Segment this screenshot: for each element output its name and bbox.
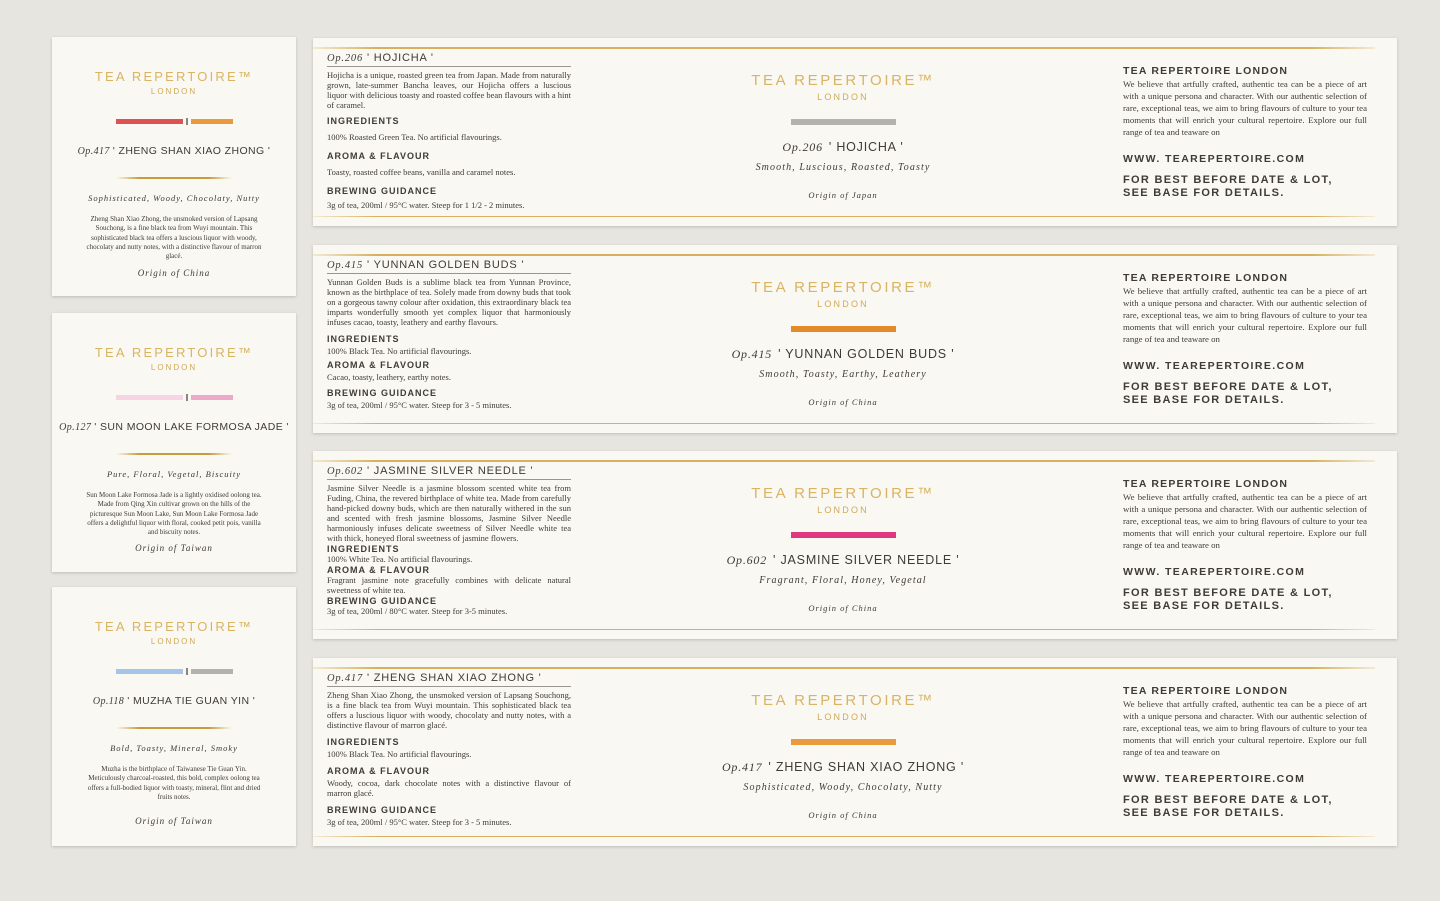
brewing-heading: BREWING GUIDANCE [327,596,437,606]
brand-city: LONDON [150,87,198,96]
opus-number: Op.206 [782,140,823,154]
gold-divider [116,727,232,729]
ingredients-heading: INGREDIENTS [327,116,400,126]
color-bar [191,119,233,124]
aroma-text: Fragrant jasmine note gracefully combines with delicate natural sweetness of white tea. [327,575,571,595]
brand-name: TEA REPERTOIRE™ [751,279,935,296]
opus-number: Op.417 [327,673,364,684]
tea-description: Sun Moon Lake Formosa Jade is a lightly oxidised oolong tea. Made from Qing Xin cultivar grown on the hills of the picturesque Sun Moon Lake, Sun Moon Lake Formosa Jade offers a delightful liquor with floral, cooked petit pois, vanilla and biscuity notes. [86,491,262,537]
best-before-note [1123,794,1367,820]
tea-title [327,52,571,67]
ingredients-heading: INGREDIENTS [327,737,400,747]
aroma-heading: AROMA & FLAVOUR [327,565,430,575]
tasting-notes: Bold, Toasty, Mineral, Smoky [110,743,238,753]
brand-name: TEA REPERTOIRE™ [751,692,935,709]
front-panel [693,692,993,820]
aroma-heading: AROMA & FLAVOUR [327,766,430,776]
tea-title [327,672,571,687]
brand-name: TEA REPERTOIRE™ [94,345,254,360]
square-label-sun-moon-lake [52,313,296,572]
ingredients-text: 100% Black Tea. No artificial flavourings. [327,346,472,356]
company-about: We believe that artfully crafted, authentic tea can be a piece of art with a unique persona and character. With our authentic selection of rare, exceptional teas, we aim to bring flavours of culture to your tea moments that will enrich your cultural repertoire. Explore our full range of tea and teaware on [1123,79,1367,137]
brand-name: TEA REPERTOIRE™ [751,485,935,502]
ingredients-text: 100% Roasted Green Tea. No artificial flavourings. [327,132,502,142]
tea-origin: Origin of China [137,268,211,279]
best-before-line-2: SEE BASE FOR DETAILS. [1123,394,1285,406]
tea-name-text: ' SUN MOON LAKE FORMOSA JADE ' [94,421,289,433]
tea-name [52,145,296,157]
square-label-zheng-shan [52,37,296,296]
brand-city: LONDON [817,505,869,515]
best-before-line-1: FOR BEST BEFORE DATE & LOT, [1123,587,1333,599]
color-bar [791,739,896,745]
tea-name-text: ' ZHENG SHAN XIAO ZHONG ' [112,145,271,157]
gold-rule-bottom [313,216,1375,218]
best-before-line-1: FOR BEST BEFORE DATE & LOT, [1123,794,1333,806]
tea-name [693,347,993,362]
brand-city: LONDON [817,299,869,309]
brand-city: LONDON [817,92,869,102]
bar-divider [186,668,188,675]
tea-description: Zheng Shan Xiao Zhong, the unsmoked version of Lapsang Souchong, is a fine black tea from Wuyi mountain. This sophisticated black tea offers a luscious liquor with woody, chocolaty and nutty notes, with a distinctive flavour of marron glacé. [86,215,262,261]
color-bar [116,669,183,674]
gold-rule-top [313,667,1375,669]
tea-origin: Origin of Taiwan [135,816,213,827]
aroma-text: Cacao, toasty, leathery, earthy notes. [327,372,451,382]
opus-number: Op.118 [92,696,125,707]
tea-name [52,421,296,433]
aroma-text: Toasty, roasted coffee beans, vanilla and caramel notes. [327,167,516,177]
bar-divider [186,118,188,125]
tasting-notes: Smooth, Luscious, Roasted, Toasty [755,162,931,173]
color-bars [52,668,296,675]
gold-rule-bottom [313,629,1375,631]
brewing-heading: BREWING GUIDANCE [327,805,437,815]
tea-name-text: ' HOJICHA ' [367,52,434,64]
company-panel [1123,65,1367,200]
website-link: WWW. TEAREPERTOIRE.COM [1123,153,1306,165]
tea-origin: Origin of China [808,603,878,613]
company-heading: TEA REPERTOIRE LONDON [1123,65,1289,77]
best-before-line-2: SEE BASE FOR DETAILS. [1123,807,1285,819]
tea-description: Hojicha is a unique, roasted green tea from Japan. Made from naturally grown, late-summer Bancha leaves, our Hojicha offers a luscious liquor with delicious toasty and roasted coffee bean flavours with a hint of caramel. [327,70,571,110]
ingredients-text: 100% Black Tea. No artificial flavourings. [327,749,472,759]
color-bar [191,395,233,400]
company-panel [1123,272,1367,407]
tea-name-text: ' JASMINE SILVER NEEDLE ' [773,553,960,567]
opus-number: Op.206 [327,53,364,64]
tasting-notes: Sophisticated, Woody, Chocolaty, Nutty [88,193,260,203]
tea-name-text: ' YUNNAN GOLDEN BUDS ' [367,259,525,271]
long-label-yunnan [313,245,1397,433]
gold-rule-bottom [313,423,1375,425]
color-bar [791,326,896,332]
best-before-note [1123,381,1367,407]
brand-city: LONDON [817,712,869,722]
company-about: We believe that artfully crafted, authentic tea can be a piece of art with a unique persona and character. With our authentic selection of rare, exceptional teas, we aim to bring flavours of culture to your tea moments that will enrich your cultural repertoire. Explore our full range of tea and teaware on [1123,699,1367,757]
tea-name-text: ' HOJICHA ' [828,140,904,154]
company-panel [1123,685,1367,820]
tea-origin: Origin of China [808,397,878,407]
opus-number: Op.415 [327,260,364,271]
opus-number: Op.602 [726,553,768,567]
opus-number: Op.415 [731,347,773,361]
tea-origin: Origin of China [808,810,878,820]
company-about: We believe that artfully crafted, authentic tea can be a piece of art with a unique persona and character. With our authentic selection of rare, exceptional teas, we aim to bring flavours of culture to your tea moments that will enrich your cultural repertoire. Explore our full range of tea and teaware on [1123,492,1367,550]
opus-number: Op.127 [59,422,92,433]
long-label-jasmine [313,451,1397,639]
tea-title [327,259,571,274]
company-heading: TEA REPERTOIRE LONDON [1123,478,1289,490]
brewing-heading: BREWING GUIDANCE [327,186,437,196]
color-bar [791,119,896,125]
ingredients-heading: INGREDIENTS [327,544,400,554]
front-panel [693,72,993,200]
long-label-hojicha [313,38,1397,226]
tea-description: Zheng Shan Xiao Zhong, the unsmoked version of Lapsang Souchong, is a fine black tea from Wuyi mountain. This sophisticated black tea offers a luscious liquor with woody, chocolaty and nutty notes, with a distinctive flavour of marron glacé. [327,690,571,730]
tea-name-text: ' MUZHA TIE GUAN YIN ' [127,695,256,707]
gold-rule-bottom [313,836,1375,838]
opus-number: Op.417 [77,146,110,157]
color-bars [52,394,296,401]
tea-details [327,672,571,827]
bar-divider [186,394,188,401]
best-before-line-2: SEE BASE FOR DETAILS. [1123,187,1285,199]
tea-details [327,465,571,616]
color-bar [116,395,183,400]
brewing-text: 3g of tea, 200ml / 95°C water. Steep for 3 - 5 minutes. [327,400,512,410]
front-panel [693,279,993,407]
tea-name-text: ' JASMINE SILVER NEEDLE ' [367,465,534,477]
tea-name-text: ' ZHENG SHAN XIAO ZHONG ' [768,760,965,774]
best-before-line-1: FOR BEST BEFORE DATE & LOT, [1123,174,1333,186]
color-bar [116,119,183,124]
company-heading: TEA REPERTOIRE LONDON [1123,685,1289,697]
tea-name [693,553,993,568]
tea-name-text: ' ZHENG SHAN XIAO ZHONG ' [367,672,542,684]
tea-name [693,760,993,775]
website-link: WWW. TEAREPERTOIRE.COM [1123,773,1306,785]
opus-number: Op.602 [327,466,364,477]
brewing-heading: BREWING GUIDANCE [327,388,437,398]
tasting-notes: Pure, Floral, Vegetal, Biscuity [106,469,242,479]
brand-city: LONDON [150,637,198,646]
tea-name [52,695,296,707]
tasting-notes: Fragrant, Floral, Honey, Vegetal [759,575,927,586]
company-heading: TEA REPERTOIRE LONDON [1123,272,1289,284]
website-link: WWW. TEAREPERTOIRE.COM [1123,360,1306,372]
color-bar [191,669,233,674]
tea-name-text: ' YUNNAN GOLDEN BUDS ' [778,347,955,361]
gold-rule-top [313,254,1375,256]
opus-number: Op.417 [721,760,763,774]
brewing-text: 3g of tea, 200ml / 95°C water. Steep for 3 - 5 minutes. [327,817,512,827]
ingredients-text: 100% White Tea. No artificial flavourings. [327,554,473,564]
long-label-zheng-shan [313,658,1397,846]
ingredients-heading: INGREDIENTS [327,334,400,344]
best-before-note [1123,587,1367,613]
tea-description: Jasmine Silver Needle is a jasmine blossom scented white tea from Fuding, China, the revered birthplace of white tea. Made from carefully hand-picked downy buds, which are then naturally withered in the sun and scented with fresh jasmine blossoms, Jasmine Silver Needle harmoniously infuses delicate sweetness of Silver Needle white tea with thick, honeyed floral sweetness of jasmine flowers. [327,483,571,543]
best-before-line-2: SEE BASE FOR DETAILS. [1123,600,1285,612]
tea-description: Yunnan Golden Buds is a sublime black tea from Yunnan Province, known as the birthplace of tea. Solely made from downy buds that took on a gorgeous tawny colour after oxidation, this extraordinary black tea imparts wonderfully smooth yet complex liquor that harmoniously infuses cacao, toasty, leathery and earthy flavours. [327,277,571,327]
brand-name: TEA REPERTOIRE™ [751,72,935,89]
aroma-text: Woody, cocoa, dark chocolate notes with a distinctive flavour of marron glacé. [327,778,571,798]
aroma-heading: AROMA & FLAVOUR [327,151,430,161]
brand-name: TEA REPERTOIRE™ [94,69,254,84]
company-about: We believe that artfully crafted, authentic tea can be a piece of art with a unique persona and character. With our authentic selection of rare, exceptional teas, we aim to bring flavours of culture to your tea moments that will enrich your cultural repertoire. Explore our full range of tea and teaware on [1123,286,1367,344]
company-panel [1123,478,1367,613]
tasting-notes: Sophisticated, Woody, Chocolaty, Nutty [743,782,943,793]
front-panel [693,485,993,613]
color-bar [791,532,896,538]
brand-city: LONDON [150,363,198,372]
tea-details [327,52,571,210]
brewing-text: 3g of tea, 200ml / 80°C water. Steep for 3-5 minutes. [327,606,508,616]
tea-name [693,140,993,155]
brewing-text: 3g of tea, 200ml / 95°C water. Steep for 1 1/2 - 2 minutes. [327,200,525,210]
gold-rule-top [313,460,1375,462]
tea-title [327,465,571,480]
tea-origin: Origin of Taiwan [135,543,213,554]
tea-description: Muzha is the birthplace of Taiwanese Tie Guan Yin. Meticulously charcoal-roasted, this bold, complex oolong tea offers a full-bodied liquor with toasty, mineral, flint and dried fruits notes. [87,765,261,801]
brand-name: TEA REPERTOIRE™ [94,619,254,634]
tasting-notes: Smooth, Toasty, Earthy, Leathery [759,369,927,380]
gold-rule-top [313,47,1375,49]
website-link: WWW. TEAREPERTOIRE.COM [1123,566,1306,578]
tea-origin: Origin of Japan [808,190,878,200]
gold-divider [116,453,232,455]
tea-details [327,259,571,410]
square-label-muzha [52,587,296,846]
best-before-note [1123,174,1367,200]
aroma-heading: AROMA & FLAVOUR [327,360,430,370]
best-before-line-1: FOR BEST BEFORE DATE & LOT, [1123,381,1333,393]
gold-divider [116,177,232,179]
color-bars [52,118,296,125]
